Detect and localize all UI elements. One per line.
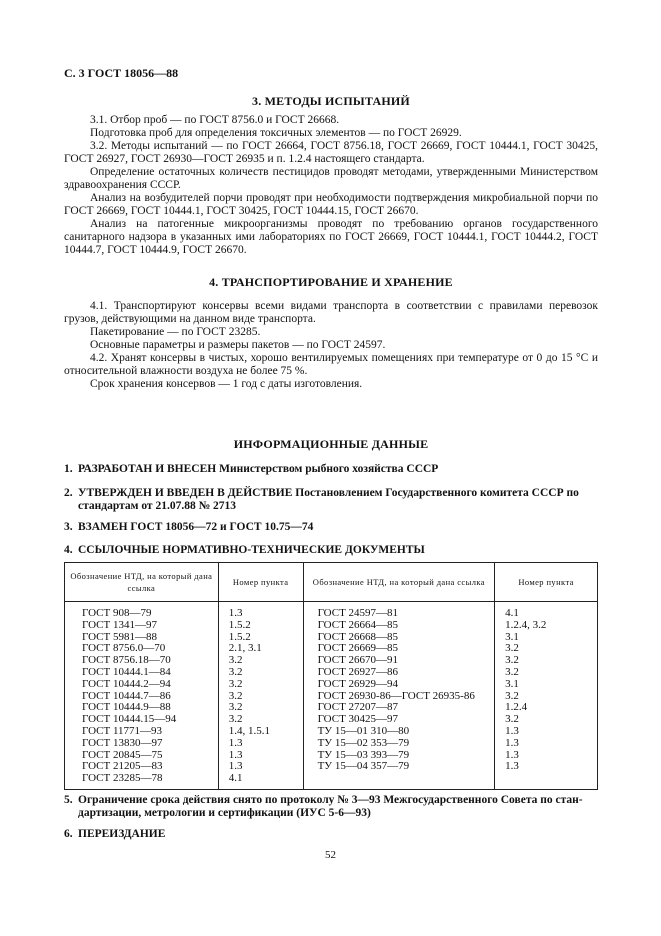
- reference-item: 3.2: [228, 654, 243, 667]
- reference-item: 1.3: [505, 748, 519, 761]
- reference-item: 3.2: [505, 689, 519, 702]
- reference-item: 1.3: [228, 607, 243, 619]
- reference-doc: ГОСТ 27207—87: [317, 701, 399, 714]
- reference-doc: ГОСТ 8756.18—70: [82, 654, 171, 667]
- paragraph-spoilage: Анализ на возбудителей порчи проводят при необходимости подтверждения микробиальной порчи по ГОСТ 26669, ГОСТ 10444.1, ГОСТ 30425, ГОСТ 10444.15, ГОСТ 26670.: [64, 192, 598, 218]
- reference-item: 3.2: [228, 665, 243, 678]
- info-item-number: 5.: [64, 794, 73, 806]
- reference-doc: ТУ 15—02 353—79: [317, 736, 410, 749]
- reference-doc: ТУ 15—03 393—79: [317, 748, 410, 761]
- section-4-title: 4. ТРАНСПОРТИРОВАНИЕ И ХРАНЕНИЕ: [209, 275, 453, 289]
- right-doc-column: [303, 602, 495, 790]
- reference-item: 1.3: [505, 736, 519, 749]
- reference-item: 1.3: [228, 736, 243, 749]
- reference-doc: ГОСТ 10444.15—94: [82, 713, 177, 726]
- info-item-number: 6.: [64, 828, 73, 840]
- reference-doc: ГОСТ 10444.9—88: [82, 701, 171, 714]
- reference-item: 1.2.4: [505, 701, 528, 714]
- paragraph-3-1: 3.1. Отбор проб — по ГОСТ 8756.0 и ГОСТ 26668.: [90, 114, 340, 126]
- info-item-text: ПЕРЕИЗДАНИЕ: [78, 828, 166, 840]
- reference-doc: ГОСТ 20845—75: [82, 748, 163, 761]
- info-item-number: 4.: [64, 544, 73, 556]
- paragraph-3-1-prep: Подготовка проб для определения токсичных элементов — по ГОСТ 26929.: [90, 127, 462, 139]
- reference-item: 1.2.4, 3.2: [505, 618, 547, 631]
- info-item-continuation: дартизации, метрологии и сертификации (ИУС 5-6—93): [78, 807, 371, 819]
- reference-item: 3.2: [505, 665, 519, 678]
- reference-doc: ГОСТ 8756.0—70: [82, 642, 166, 655]
- reference-doc: ГОСТ 26930-86—ГОСТ 26935-86: [317, 689, 475, 702]
- reference-item: 3.1: [505, 630, 519, 643]
- section-3-title: 3. МЕТОДЫ ИСПЫТАНИЙ: [252, 94, 410, 108]
- reference-doc: ГОСТ 13830—97: [82, 736, 163, 749]
- reference-doc: ГОСТ 26669—85: [317, 642, 399, 655]
- right-item-column: [495, 602, 598, 790]
- left-doc-column: [65, 602, 219, 790]
- reference-item: 2.1, 3.1: [228, 642, 262, 655]
- paragraph-4-2: 4.2. Хранят консервы в чистых, хорошо вентилируемых помещениях при температуре от 0 до 15 °С и относительной влажности воздуха не более 75 %.: [64, 352, 598, 378]
- reference-doc: ГОСТ 11771—93: [82, 724, 163, 737]
- reference-doc: ГОСТ 10444.2—94: [82, 677, 171, 690]
- table-body-row: [65, 602, 598, 790]
- info-item-2: [64, 487, 598, 513]
- reference-item: 1.3: [228, 748, 243, 761]
- reference-item: 3.2: [505, 654, 519, 667]
- info-item-number: 1.: [64, 463, 73, 475]
- info-item-4: [64, 544, 598, 557]
- reference-doc: ГОСТ 26668—85: [317, 630, 399, 643]
- info-item-continuation: стандартам от 21.07.88 № 2713: [78, 500, 237, 512]
- info-item-6: [64, 828, 598, 841]
- reference-item: 3.2: [505, 713, 519, 726]
- paragraph-pesticides: Определение остаточных количеств пестицидов проводят методами, утвержденными Министерством здравоохранения СССР.: [64, 166, 598, 192]
- reference-item: 4.1: [228, 772, 243, 785]
- reference-doc: ГОСТ 26664—85: [317, 618, 399, 631]
- paragraph-packet-params: Основные параметры и размеры пакетов — по ГОСТ 24597.: [90, 339, 386, 351]
- reference-item: 4.1: [505, 607, 519, 619]
- reference-item: 1.3: [505, 760, 519, 773]
- reference-doc: ГОСТ 1341—97: [82, 618, 157, 631]
- page-header: С. 3 ГОСТ 18056—88: [64, 66, 179, 80]
- reference-doc: ТУ 15—01 310—80: [317, 724, 410, 737]
- reference-doc: ГОСТ 26927—86: [317, 665, 399, 678]
- info-item-text: УТВЕРЖДЕН И ВВЕДЕН В ДЕЙСТВИЕ Постановлением Государственного комитета СССР по: [78, 487, 579, 499]
- paragraph-shelf-life: Срок хранения консервов — 1 год с даты изготовления.: [90, 378, 363, 390]
- paragraph-pathogens: Анализ на патогенные микроорганизмы проводят по требованию органов государственного санитарного надзора в указанных ими лабораториях по ГОСТ 26669, ГОСТ 10444.1, ГОСТ 10444.2, ГОСТ 10444.7, ГОСТ 10444.9, ГОСТ 26670.: [64, 218, 598, 257]
- reference-doc: ГОСТ 5981—88: [82, 630, 157, 643]
- reference-item: 1.3: [505, 724, 519, 737]
- reference-item: 3.1: [505, 677, 519, 690]
- reference-item: 3.2: [228, 701, 243, 714]
- header-item-left: Номер пункта: [218, 563, 303, 602]
- reference-doc: ГОСТ 10444.7—86: [82, 689, 171, 702]
- reference-item: 1.5.2: [228, 630, 251, 643]
- reference-item: 3.2: [228, 689, 243, 702]
- table-header-row: [65, 563, 598, 602]
- info-item-number: 3.: [64, 521, 73, 533]
- info-item-5: [64, 794, 598, 820]
- paragraph-3-2: 3.2. Методы испытаний — по ГОСТ 26664, ГОСТ 8756.18, ГОСТ 26669, ГОСТ 10444.1, ГОСТ 30425, ГОСТ 26927, ГОСТ 26930—ГОСТ 26935 и п. 1.2.4 настоящего стандарта.: [64, 140, 598, 166]
- reference-item: 3.2: [228, 677, 243, 690]
- paragraph-4-1: 4.1. Транспортируют консервы всеми видами транспорта в соответствии с правилами перевозок грузов, действующими на данном виде транспорта.: [64, 300, 598, 326]
- reference-doc: ГОСТ 26929—94: [317, 677, 399, 690]
- info-item-3: [64, 521, 598, 534]
- info-item-text: ВЗАМЕН ГОСТ 18056—72 и ГОСТ 10.75—74: [78, 521, 314, 533]
- reference-doc: ГОСТ 908—79: [82, 607, 152, 619]
- header-item-right: Номер пункта: [495, 563, 598, 602]
- info-item-1: [64, 463, 598, 476]
- header-doc-right: Обозначение НТД, на который дана ссылка: [303, 563, 495, 602]
- info-item-number: 2.: [64, 487, 73, 499]
- reference-doc: ГОСТ 30425—97: [317, 713, 399, 726]
- reference-doc: ТУ 15—04 357—79: [317, 760, 410, 773]
- reference-item: 1.3: [228, 760, 243, 773]
- reference-item: 3.2: [228, 713, 243, 726]
- reference-doc: ГОСТ 21205—83: [82, 760, 163, 773]
- reference-doc: ГОСТ 23285—78: [82, 772, 163, 785]
- page-number: 52: [325, 849, 336, 861]
- reference-doc: ГОСТ 26670—91: [317, 654, 399, 667]
- info-item-text: ССЫЛОЧНЫЕ НОРМАТИВНО-ТЕХНИЧЕСКИЕ ДОКУМЕНТЫ: [78, 544, 425, 556]
- header-doc-left: Обозначение НТД, на который дана ссылка: [65, 563, 219, 602]
- reference-item: 1.4, 1.5.1: [228, 724, 270, 737]
- info-item-text: РАЗРАБОТАН И ВНЕСЕН Министерством рыбного хозяйства СССР: [78, 463, 439, 475]
- info-item-text: Ограничение срока действия снято по протоколу № 3—93 Межгосударственного Совета по стан-: [78, 794, 583, 806]
- paragraph-packaging: Пакетирование — по ГОСТ 23285.: [90, 326, 261, 338]
- reference-doc: ГОСТ 24597—81: [317, 607, 399, 619]
- reference-documents-table: [64, 562, 598, 790]
- left-item-column: [218, 602, 303, 790]
- reference-item: 1.5.2: [228, 618, 251, 631]
- info-title: ИНФОРМАЦИОННЫЕ ДАННЫЕ: [233, 437, 429, 451]
- reference-doc: ГОСТ 10444.1—84: [82, 665, 171, 678]
- reference-item: 3.2: [505, 642, 519, 655]
